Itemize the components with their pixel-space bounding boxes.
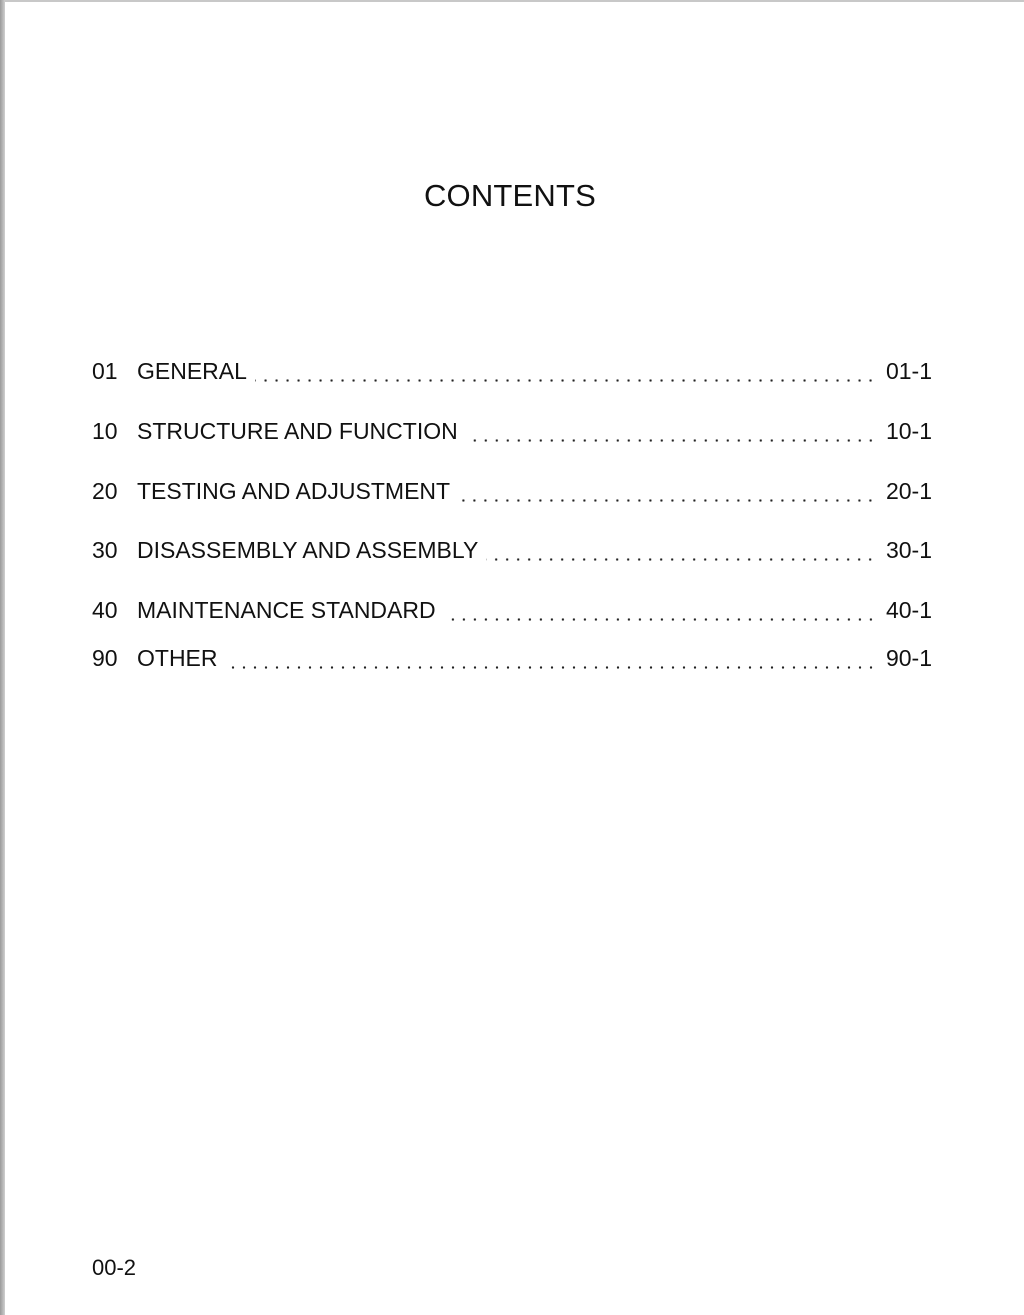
- toc-entry-page: 10-1: [885, 418, 932, 444]
- toc-dot-leader: [458, 482, 876, 504]
- toc-entry-structure-and-function[interactable]: [92, 418, 932, 448]
- toc-entry-number: 30: [92, 537, 118, 563]
- toc-entry-number: 01: [92, 358, 118, 384]
- page-top-edge: [0, 0, 1024, 2]
- page-title: [0, 178, 1024, 214]
- toc-dot-leader: [255, 362, 876, 384]
- toc-entry-general[interactable]: [92, 358, 932, 388]
- toc-entry-disassembly-and-assembly[interactable]: [92, 537, 932, 567]
- toc-entry-number: 20: [92, 478, 118, 504]
- toc-entry-title: GENERAL: [137, 358, 247, 384]
- toc-entry-number: 40: [92, 597, 118, 623]
- page-title-text: CONTENTS: [423, 178, 597, 213]
- page-number: 00-2: [92, 1255, 137, 1280]
- toc-entry-title: MAINTENANCE STANDARD: [137, 597, 436, 623]
- toc-entry-other[interactable]: [92, 645, 932, 675]
- toc-entry-title: TESTING AND ADJUSTMENT: [137, 478, 451, 504]
- toc-dot-leader: [226, 649, 877, 671]
- toc-entry-page: 20-1: [885, 478, 932, 504]
- toc-entry-number: 10: [92, 418, 118, 444]
- toc-dot-leader: [466, 422, 876, 444]
- toc-entry-testing-and-adjustment[interactable]: [92, 478, 932, 508]
- toc-dot-leader: [486, 541, 876, 563]
- toc-entry-page: 90-1: [885, 645, 932, 671]
- toc-entry-maintenance-standard[interactable]: [92, 597, 932, 627]
- toc-entry-title: DISASSEMBLY AND ASSEMBLY: [137, 537, 479, 563]
- toc-entry-title: OTHER: [137, 645, 218, 671]
- toc-entry-page: 01-1: [885, 358, 932, 384]
- toc-entry-title: STRUCTURE AND FUNCTION: [137, 418, 458, 444]
- toc-dot-leader: [444, 601, 876, 623]
- toc-entry-number: 90: [92, 645, 118, 671]
- toc-entry-page: 30-1: [885, 537, 932, 563]
- toc-entry-page: 40-1: [885, 597, 932, 623]
